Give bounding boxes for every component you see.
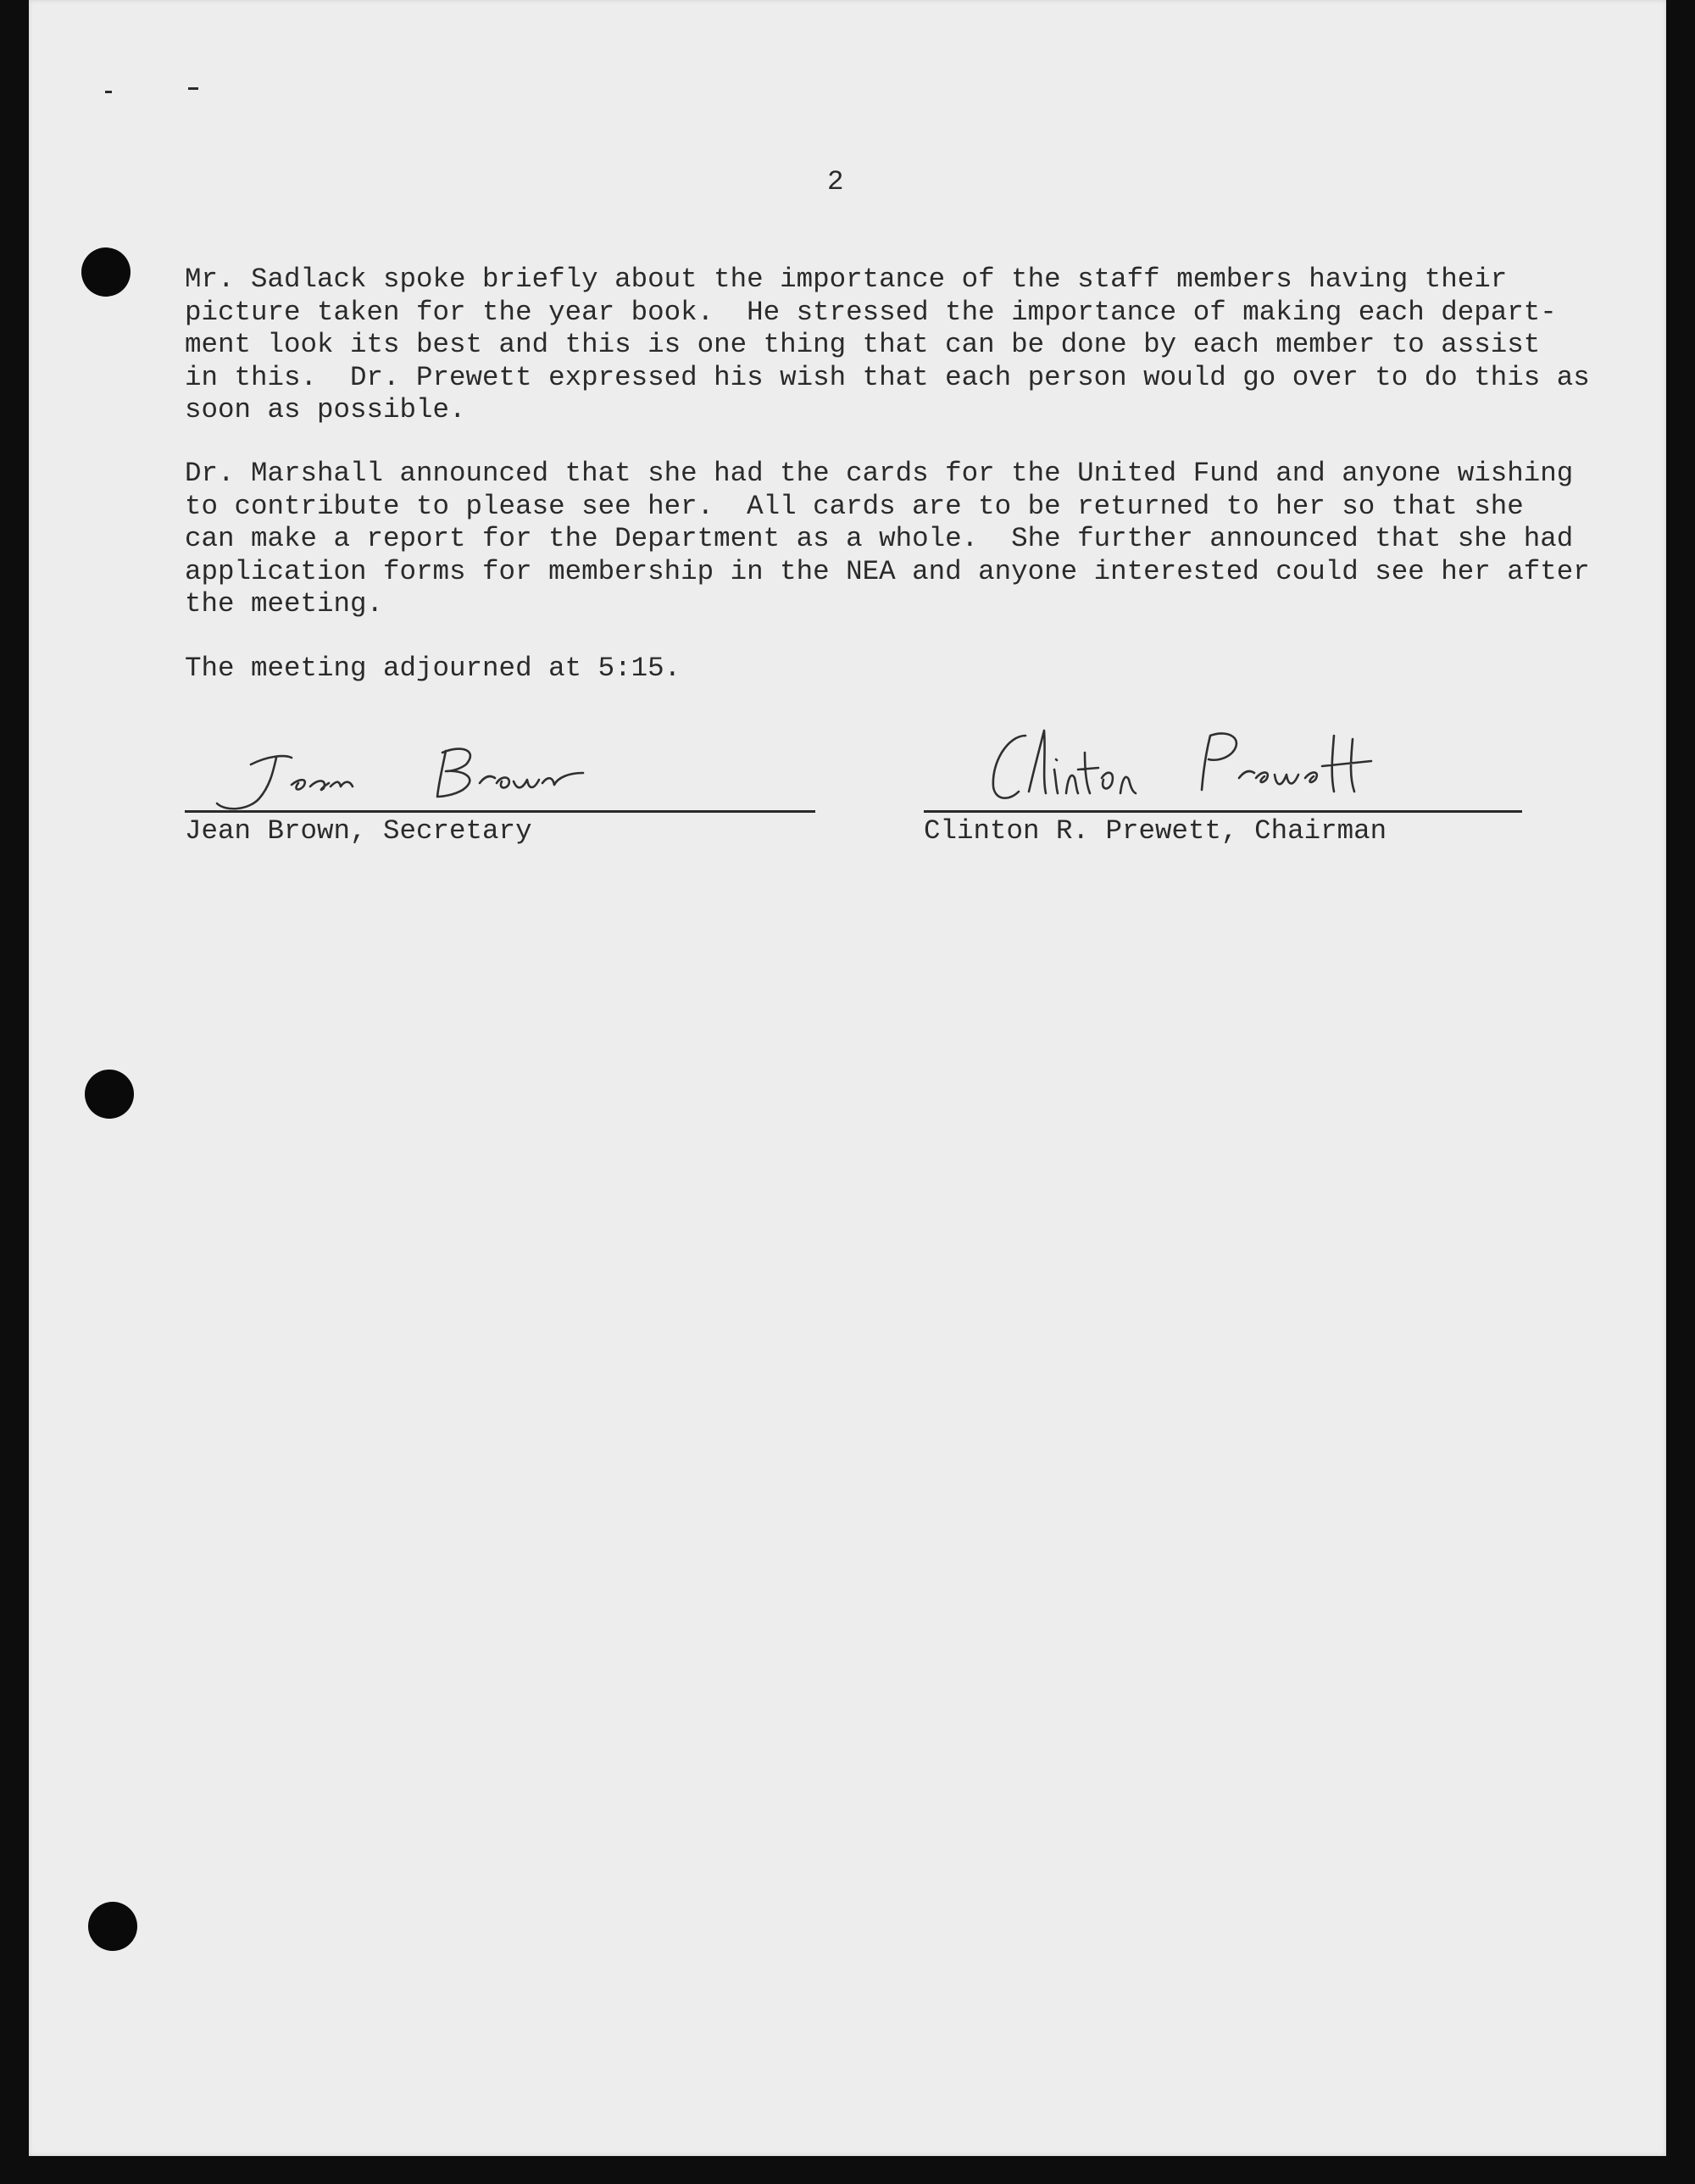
signature-line-right	[924, 810, 1522, 813]
paper-speck	[188, 87, 198, 90]
signature-line-left	[185, 810, 815, 813]
paper-speck	[105, 91, 112, 93]
signature-clinton-prewett	[975, 719, 1449, 812]
page-number: 2	[827, 166, 844, 197]
text-line: application forms for membership in the NEA and anyone interested could see her after	[185, 555, 1590, 587]
signature-jean-brown	[192, 731, 683, 815]
text-line: ment look its best and this is one thing that can be done by each member to assist	[185, 329, 1541, 360]
text-line: in this. Dr. Prewett expressed his wish that each person would go over to do this as	[185, 361, 1590, 393]
punch-hole-middle	[85, 1070, 134, 1119]
text-line: Mr. Sadlack spoke briefly about the importance of the staff members having their	[185, 264, 1508, 295]
punch-hole-top	[81, 247, 131, 297]
text-line: to contribute to please see her. All cards are to be returned to her so that she	[185, 490, 1524, 522]
signature-caption-right: Clinton R. Prewett, Chairman	[924, 815, 1387, 847]
punch-hole-bottom	[88, 1902, 137, 1951]
text-line: can make a report for the Department as a whole. She further announced that she had	[185, 523, 1574, 554]
signature-caption-left: Jean Brown, Secretary	[185, 815, 532, 847]
text-line: The meeting adjourned at 5:15.	[185, 653, 681, 684]
text-line: Dr. Marshall announced that she had the cards for the United Fund and anyone wishing	[185, 458, 1574, 489]
text-line: soon as possible.	[185, 394, 466, 425]
text-line: the meeting.	[185, 588, 384, 620]
text-line: picture taken for the year book. He stressed the importance of making each depart-	[185, 296, 1557, 328]
